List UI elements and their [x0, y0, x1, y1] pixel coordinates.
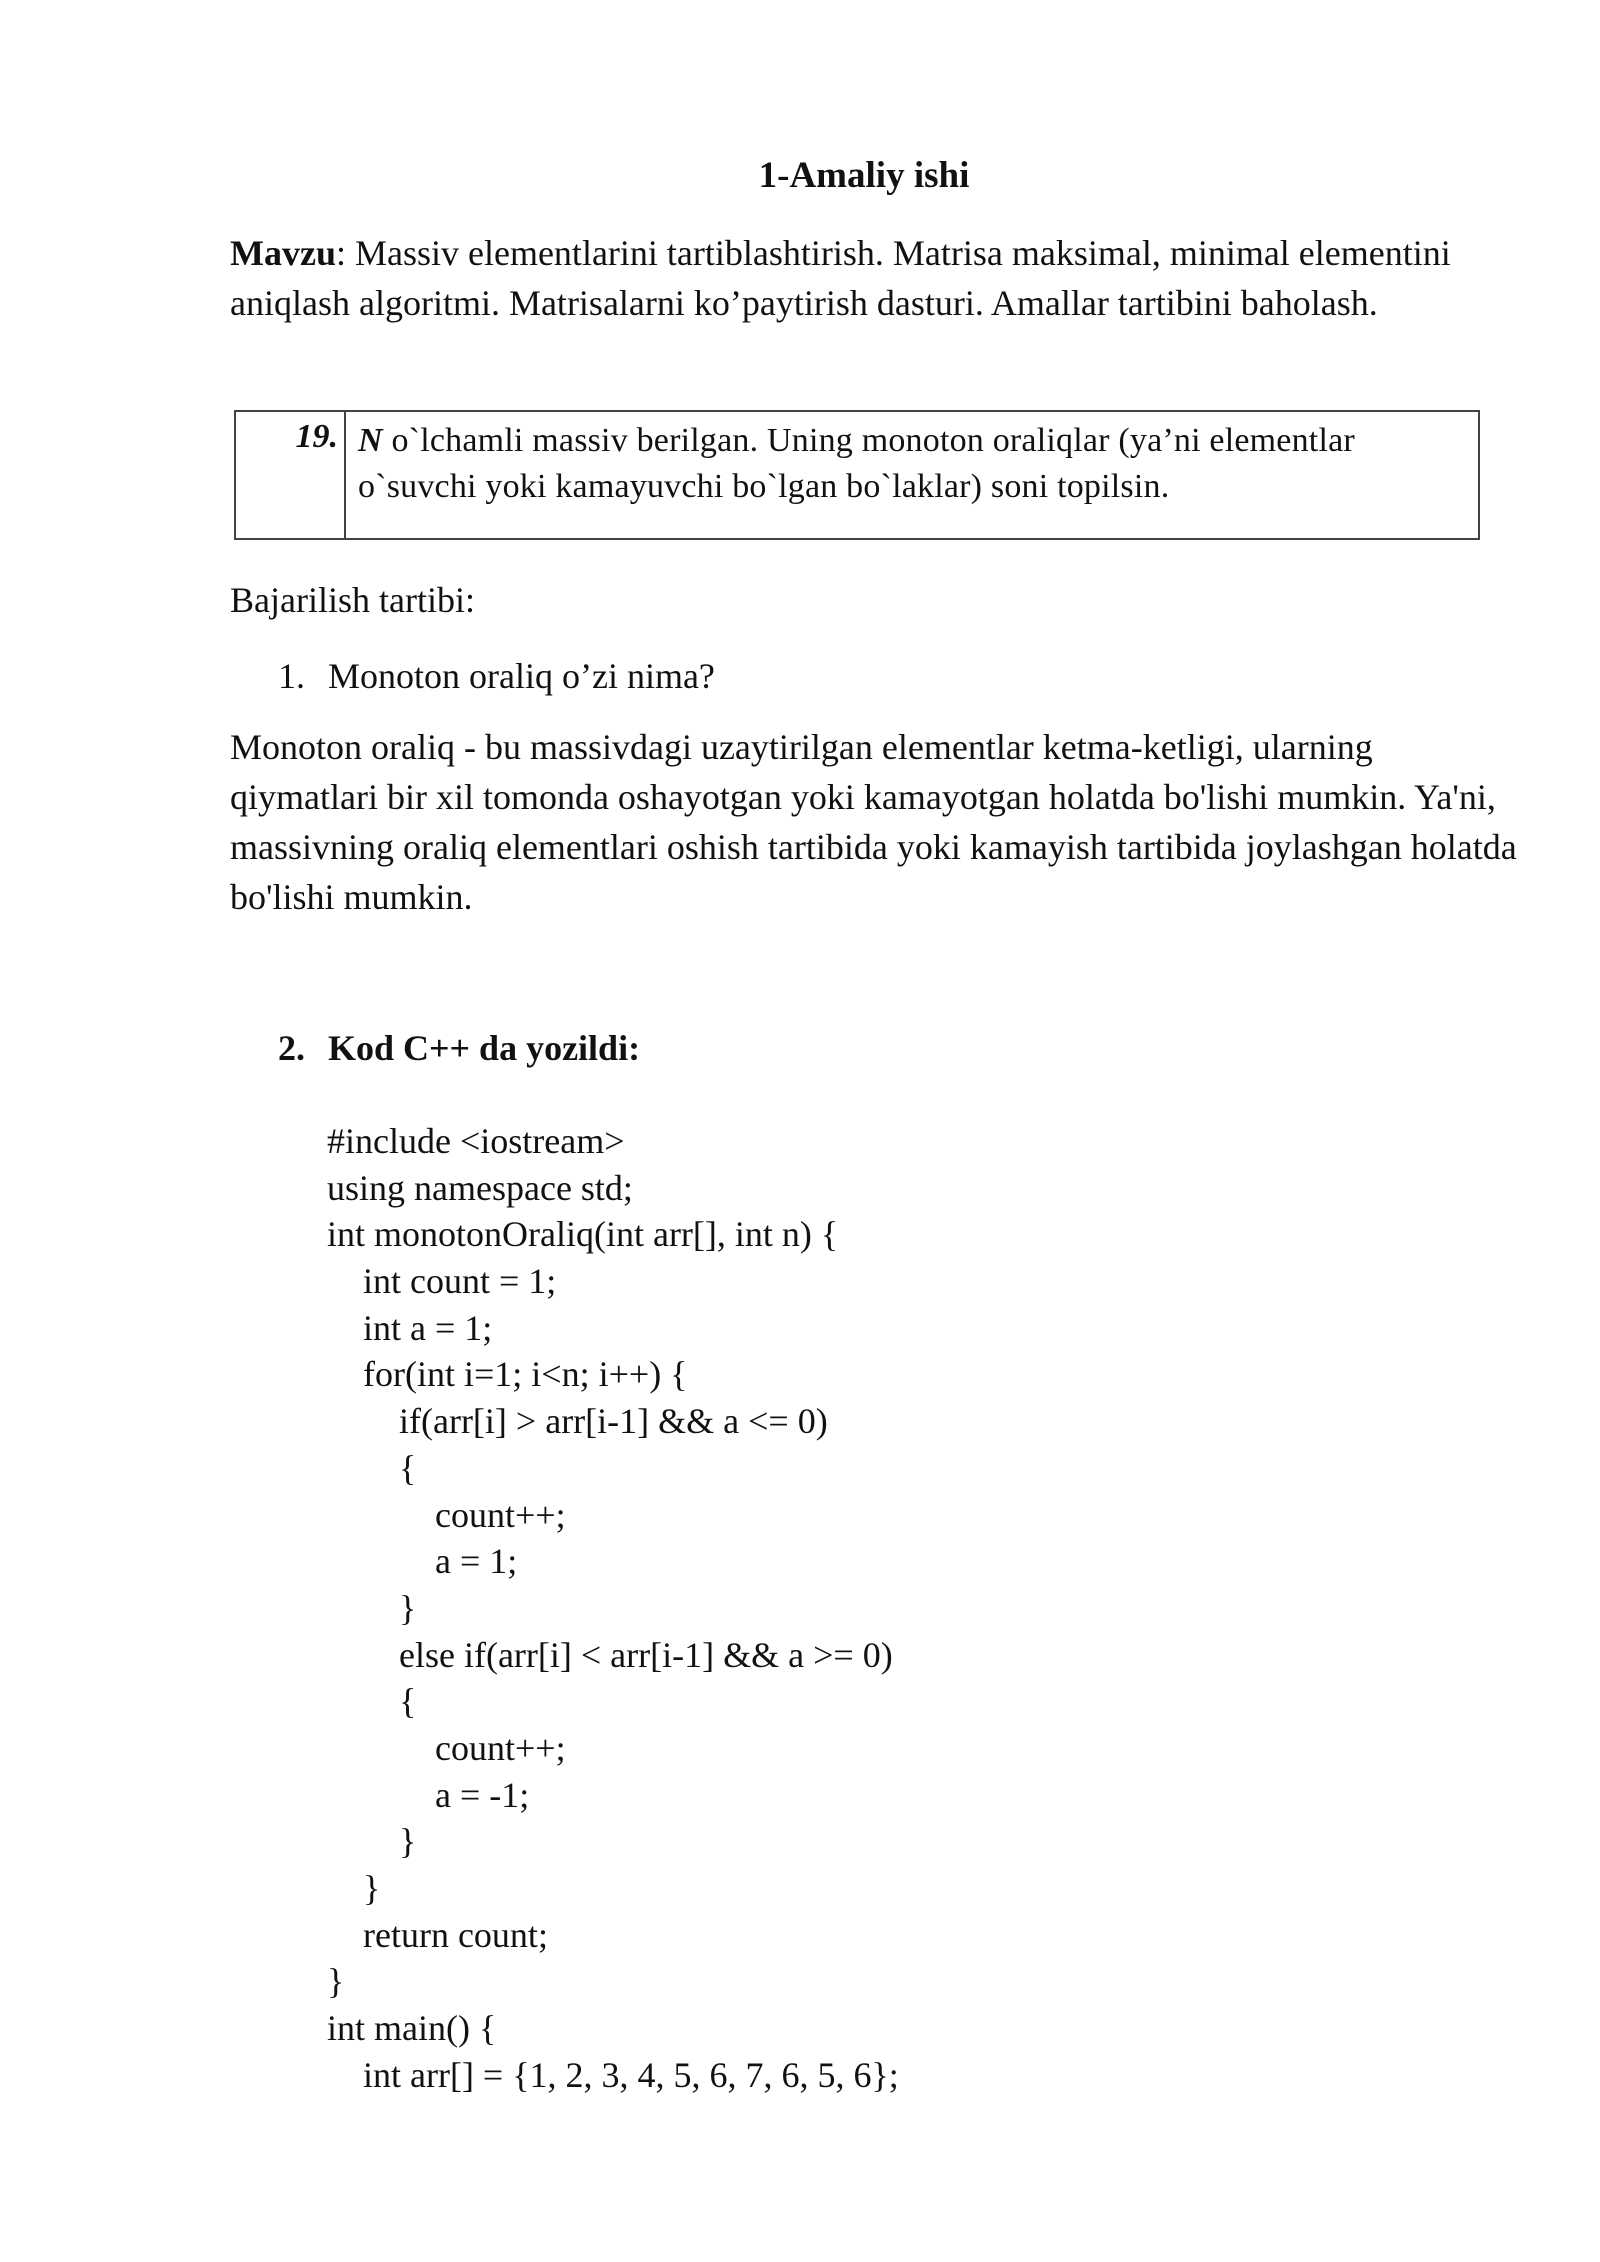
- code-line: a = -1;: [327, 1774, 530, 1815]
- code-line: {: [327, 1447, 417, 1488]
- topic-paragraph: [230, 228, 1500, 328]
- code-line: else if(arr[i] < arr[i-1] && a >= 0): [327, 1634, 893, 1675]
- code-line: int main() {: [327, 2008, 497, 2049]
- code-line: count++;: [327, 1494, 566, 1535]
- code-block: [327, 1118, 899, 2098]
- task-number: 19.: [236, 412, 346, 538]
- list-item-1: [278, 652, 715, 700]
- list-item-1-number: 1.: [278, 656, 305, 696]
- list-item-2: [278, 1024, 640, 1072]
- code-line: count++;: [327, 1727, 566, 1768]
- code-line: int monotonOraliq(int arr[], int n) {: [327, 1214, 839, 1255]
- topic-label: Mavzu: [230, 233, 336, 273]
- code-line: for(int i=1; i<n; i++) {: [327, 1354, 688, 1395]
- code-line: return count;: [327, 1914, 548, 1955]
- procedure-heading: Bajarilish tartibi:: [230, 580, 475, 620]
- topic-text: : Massiv elementlarini tartiblashtirish. Matrisa maksimal, minimal elementini aniqlash algoritmi. Matrisalarni ko’paytirish dasturi. Amallar tartibini baholash.: [230, 233, 1451, 323]
- code-line: }: [327, 1868, 381, 1908]
- code-line: using namespace std;: [327, 1167, 633, 1208]
- code-line: }: [327, 1587, 417, 1628]
- task-table: [234, 410, 1480, 540]
- list-item-2-number: 2.: [278, 1028, 305, 1068]
- code-line: if(arr[i] > arr[i-1] && a <= 0): [327, 1401, 828, 1442]
- code-line: a = 1;: [327, 1541, 518, 1582]
- code-line: int a = 1;: [327, 1307, 493, 1348]
- page-title: 1-Amaliy ishi: [758, 155, 970, 196]
- code-line: int count = 1;: [327, 1261, 557, 1302]
- task-description: o`lchamli massiv berilgan. Uning monoton oraliqlar (ya’ni elementlar o`suvchi yoki kamayuvchi bo`lgan bo`laklar) soni topilsin.: [358, 422, 1355, 505]
- code-line: #include <iostream>: [327, 1121, 625, 1161]
- definition-paragraph: Monoton oraliq - bu massivdagi uzaytirilgan elementlar ketma-ketligi, ularning qiymatlari bir xil tomonda oshayotgan yoki kamayotgan holatda bo'lishi mumkin. Ya'ni, massivning oraliq elementlari oshish tartibida yoki kamayish tartibida joylashgan holatda bo'lishi mumkin.: [230, 727, 1517, 917]
- task-text: [358, 418, 1480, 510]
- code-line: int arr[] = {1, 2, 3, 4, 5, 6, 7, 6, 5, 6};: [327, 2054, 899, 2095]
- code-line: }: [327, 1961, 345, 2002]
- task-n-letter: N: [358, 422, 383, 459]
- list-item-2-text: Kod C++ da yozildi:: [328, 1028, 641, 1068]
- code-line: }: [327, 1821, 417, 1862]
- list-item-1-text: Monoton oraliq o’zi nima?: [328, 656, 715, 696]
- code-line: {: [327, 1681, 417, 1722]
